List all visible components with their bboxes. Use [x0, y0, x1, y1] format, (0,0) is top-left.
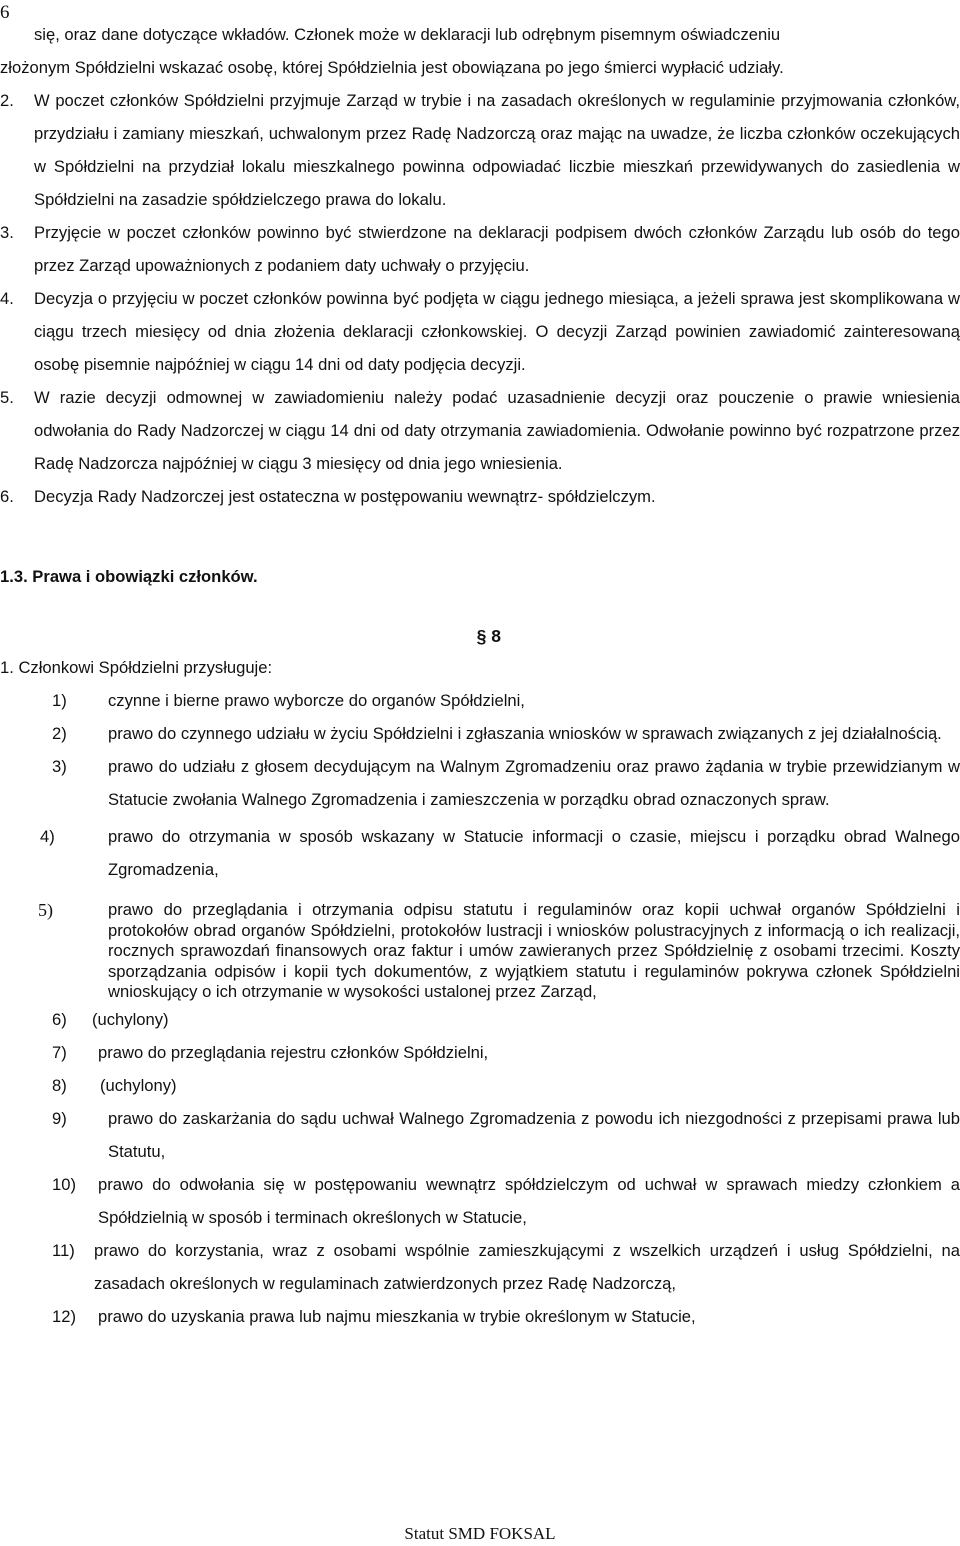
list-item	[0, 900, 960, 1003]
list-item-text: prawo do otrzymania w sposób wskazany w Statucie informacji o czasie, miejscu i porządku obrad Walnego Zgromadzenia,	[108, 827, 960, 879]
paragraph-mark-number: 8	[491, 626, 501, 646]
list-item-number: 7)	[52, 1042, 67, 1062]
list-item	[0, 1168, 960, 1234]
paragraph-3	[0, 216, 960, 282]
list-item-text: prawo do przeglądania i otrzymania odpisu statutu i regulaminów oraz kopii uchwał organów Spółdzielni i protokołów obrad organów Spółdzielni, protokołów lustracji i wniosków polustracyjnych z informacją o ich realizacji, rocznych sprawozdań finansowych oraz faktur i umów zawieranych przez Spółdzielnię z osobami trzecimi. Koszty sporządzania odpisów i kopii tych dokumentów, z wyjątkiem statutu i regulaminów pokrywa członek Spółdzielni wnioskujący o ich otrzymanie w wysokości ustalonej przez Zarząd,	[108, 900, 960, 1001]
paragraph-number: 2.	[0, 91, 14, 110]
page-footer: Statut SMD FOKSAL	[404, 1524, 556, 1543]
paragraph-number: 6.	[0, 487, 14, 506]
list-item-text: prawo do uzyskania prawa lub najmu mieszkania w trybie określonym w Statucie,	[98, 1306, 696, 1326]
list-item-text: prawo do odwołania się w postępowaniu wewnątrz spółdzielczym od uchwał w sprawach miedzy członkiem a Spółdzielnią w sposób i terminach określonych w Statucie,	[98, 1174, 960, 1227]
list-item-number: 8)	[52, 1075, 67, 1095]
paragraph-mark: § 8	[476, 626, 501, 646]
list-item	[0, 684, 960, 717]
list-item	[0, 1003, 960, 1036]
list-item-text: prawo do zaskarżania do sądu uchwał Walnego Zgromadzenia z powodu ich niezgodności z przepisami prawa lub Statutu,	[108, 1108, 960, 1161]
list-item-text: (uchylony)	[100, 1075, 177, 1095]
list-item	[0, 1069, 960, 1102]
paragraph-number: 5.	[0, 388, 14, 407]
list-item	[0, 1036, 960, 1069]
intro-line-1: się, oraz dane dotyczące wkładów. Członek może w deklaracji lub odrębnym pisemnym oświadczeniu	[34, 25, 781, 44]
paragraph-4	[0, 282, 960, 381]
list-item	[0, 1234, 960, 1300]
section-heading: 1.3. Prawa i obowiązki członków.	[0, 567, 258, 586]
list-item-number: 1)	[52, 691, 67, 710]
paragraph-text: W poczet członków Spółdzielni przyjmuje Zarząd w trybie i na zasadach określonych w regulaminie przyjmowania członków, przydziału i zamiany mieszkań, uchwalonym przez Radę Nadzorczą oraz mając na uwadze, że liczba członków oczekujących w Spółdzielni na przydział lokalu mieszkalnego powinna odpowiadać liczbie mieszkań przewidywanych do zasiedlenia w Spółdzielni na zasadzie spółdzielczego prawa do lokalu.	[34, 91, 960, 209]
list-item-number: 4)	[40, 827, 55, 846]
intro-line-2: złożonym Spółdzielni wskazać osobę, której Spółdzielnia jest obowiązana po jego śmierci wypłacić udziały.	[0, 58, 784, 77]
rights-intro: 1. Członkowi Spółdzielni przysługuje:	[0, 658, 273, 677]
list-item-number: 9)	[52, 1108, 67, 1128]
paragraph-number: 4.	[0, 289, 14, 308]
list-item-number: 11)	[52, 1240, 75, 1260]
list-item	[0, 1102, 960, 1168]
page-number: 6	[0, 2, 10, 23]
list-item-text: czynne i bierne prawo wyborcze do organów Spółdzielni,	[108, 691, 525, 710]
list-item-number: 6)	[52, 1009, 67, 1029]
paragraph-number: 3.	[0, 223, 14, 242]
paragraph-text: Decyzja o przyjęciu w poczet członków powinna być podjęta w ciągu jednego miesiąca, a jeżeli sprawa jest skomplikowana w ciągu trzech miesięcy od dnia złożenia deklaracji członkowskiej. O decyzji Zarząd powinien zawiadomić zainteresowaną osobę pisemnie najpóźniej w ciągu 14 dni od daty podjęcia decyzji.	[34, 289, 960, 374]
list-item	[0, 820, 960, 886]
list-item-number: 3)	[52, 757, 67, 776]
list-item-number: 10)	[52, 1174, 76, 1194]
paragraph-text: Decyzja Rady Nadzorczej jest ostateczna w postępowaniu wewnątrz- spółdzielczym.	[34, 487, 656, 506]
list-item	[0, 1300, 960, 1333]
paragraph-6	[0, 480, 960, 513]
paragraph-2	[0, 84, 960, 216]
list-item	[0, 750, 960, 816]
paragraph-5	[0, 381, 960, 480]
paragraph-text: Przyjęcie w poczet członków powinno być stwierdzone na deklaracji podpisem dwóch członków Zarządu lub osób do tego przez Zarząd upoważnionych z podaniem daty uchwały o przyjęciu.	[34, 223, 960, 275]
list-item-text: prawo do korzystania, wraz z osobami wspólnie zamieszkującymi z wszelkich urządzeń i usług Spółdzielni, na zasadach określonych w regulaminach zatwierdzonych przez Radę Nadzorczą,	[94, 1240, 960, 1293]
list-item-number: 5)	[38, 900, 53, 920]
list-item-text: prawo do udziału z głosem decydującym na Walnym Zgromadzeniu oraz prawo żądania w trybie przewidzianym w Statucie zwołania Walnego Zgromadzenia i zamieszczenia w porządku obrad oznaczonych spraw.	[108, 757, 960, 809]
list-item	[0, 717, 960, 750]
paragraph-text: W razie decyzji odmownej w zawiadomieniu należy podać uzasadnienie decyzji oraz pouczenie o prawie wniesienia odwołania do Rady Nadzorczej w ciągu 14 dni od daty otrzymania zawiadomienia. Odwołanie powinno być rozpatrzone przez Radę Nadzorcza najpóźniej w ciągu 3 miesięcy od dnia jego wniesienia.	[34, 388, 960, 473]
list-item-number: 2)	[52, 724, 67, 743]
list-item-text: prawo do przeglądania rejestru członków Spółdzielni,	[98, 1042, 489, 1062]
list-item-text: prawo do czynnego udziału w życiu Spółdzielni i zgłaszania wniosków w sprawach związanych z jej działalnością.	[108, 724, 942, 743]
list-item-text: (uchylony)	[92, 1009, 169, 1029]
document-body	[0, 18, 960, 1333]
list-item-number: 12)	[52, 1306, 76, 1326]
